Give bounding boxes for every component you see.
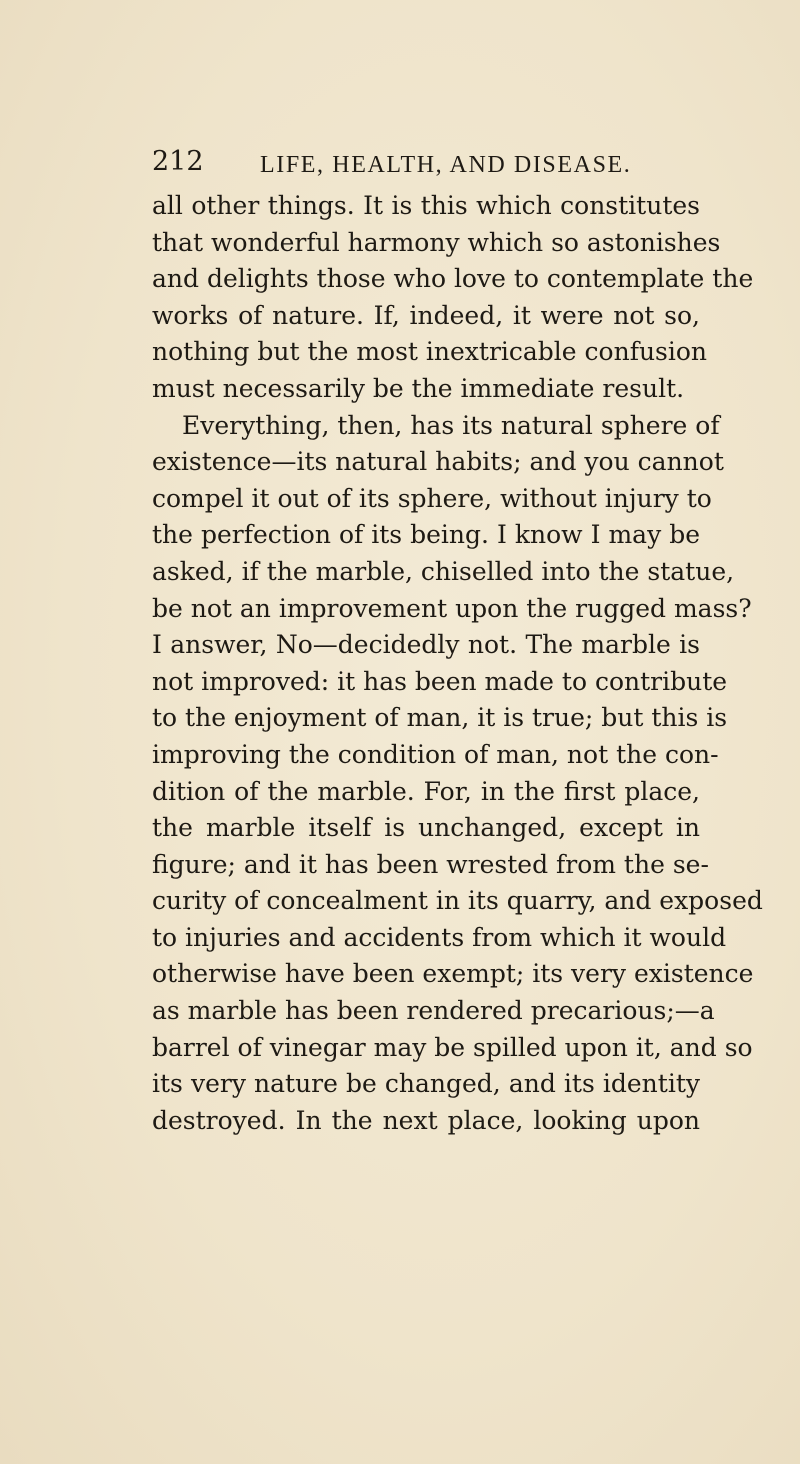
running-title: LIFE, HEALTH, AND DISEASE. — [260, 152, 632, 178]
text-line: I answer, No—decidedly not. The marble is — [152, 630, 700, 660]
text-line: improving the condition of man, not the con- — [152, 739, 719, 769]
text-line: and delights those who love to contemplate the — [152, 264, 754, 294]
text-line: that wonderful harmony which so astonishes — [152, 227, 721, 257]
text-line: works of nature. If, indeed, it were not so, — [152, 300, 700, 330]
text-line: destroyed. In the next place, looking upon — [152, 1105, 700, 1135]
running-head — [152, 146, 712, 186]
text-line: to injuries and accidents from which it would — [152, 922, 727, 952]
text-line: be not an improvement upon the rugged mass? — [152, 593, 752, 623]
text-line: existence—its natural habits; and you cannot — [152, 447, 724, 477]
text-line: the perfection of its being. I know I may be — [152, 520, 700, 550]
text-line: nothing but the most inextricable confusion — [152, 337, 708, 367]
paragraph-start-line: Everything, then, has its natural sphere of — [182, 410, 720, 440]
text-line: as marble has been rendered precarious;—a — [152, 996, 715, 1026]
text-line: to the enjoyment of man, it is true; but this is — [152, 703, 728, 733]
text-line: curity of concealment in its quarry, and exposed — [152, 886, 763, 916]
page-number: 212 — [152, 146, 204, 177]
text-line: dition of the marble. For, in the first place, — [152, 776, 700, 806]
text-line: its very nature be changed, and its identity — [152, 1069, 700, 1099]
text-line: figure; and it has been wrested from the se- — [152, 849, 709, 879]
text-line: not improved: it has been made to contribute — [152, 666, 728, 696]
text-line: must necessarily be the immediate result. — [152, 373, 685, 403]
text-line: compel it out of its sphere, without injury to — [152, 483, 712, 513]
text-line: barrel of vinegar may be spilled upon it, and so — [152, 1032, 753, 1062]
text-line: asked, if the marble, chiselled into the statue, — [152, 556, 735, 586]
text-line: otherwise have been exempt; its very existence — [152, 959, 754, 989]
text-line: all other things. It is this which constitutes — [152, 191, 700, 220]
body-text — [152, 188, 763, 1139]
text-line: the marble itself is unchanged, except in — [152, 813, 700, 843]
